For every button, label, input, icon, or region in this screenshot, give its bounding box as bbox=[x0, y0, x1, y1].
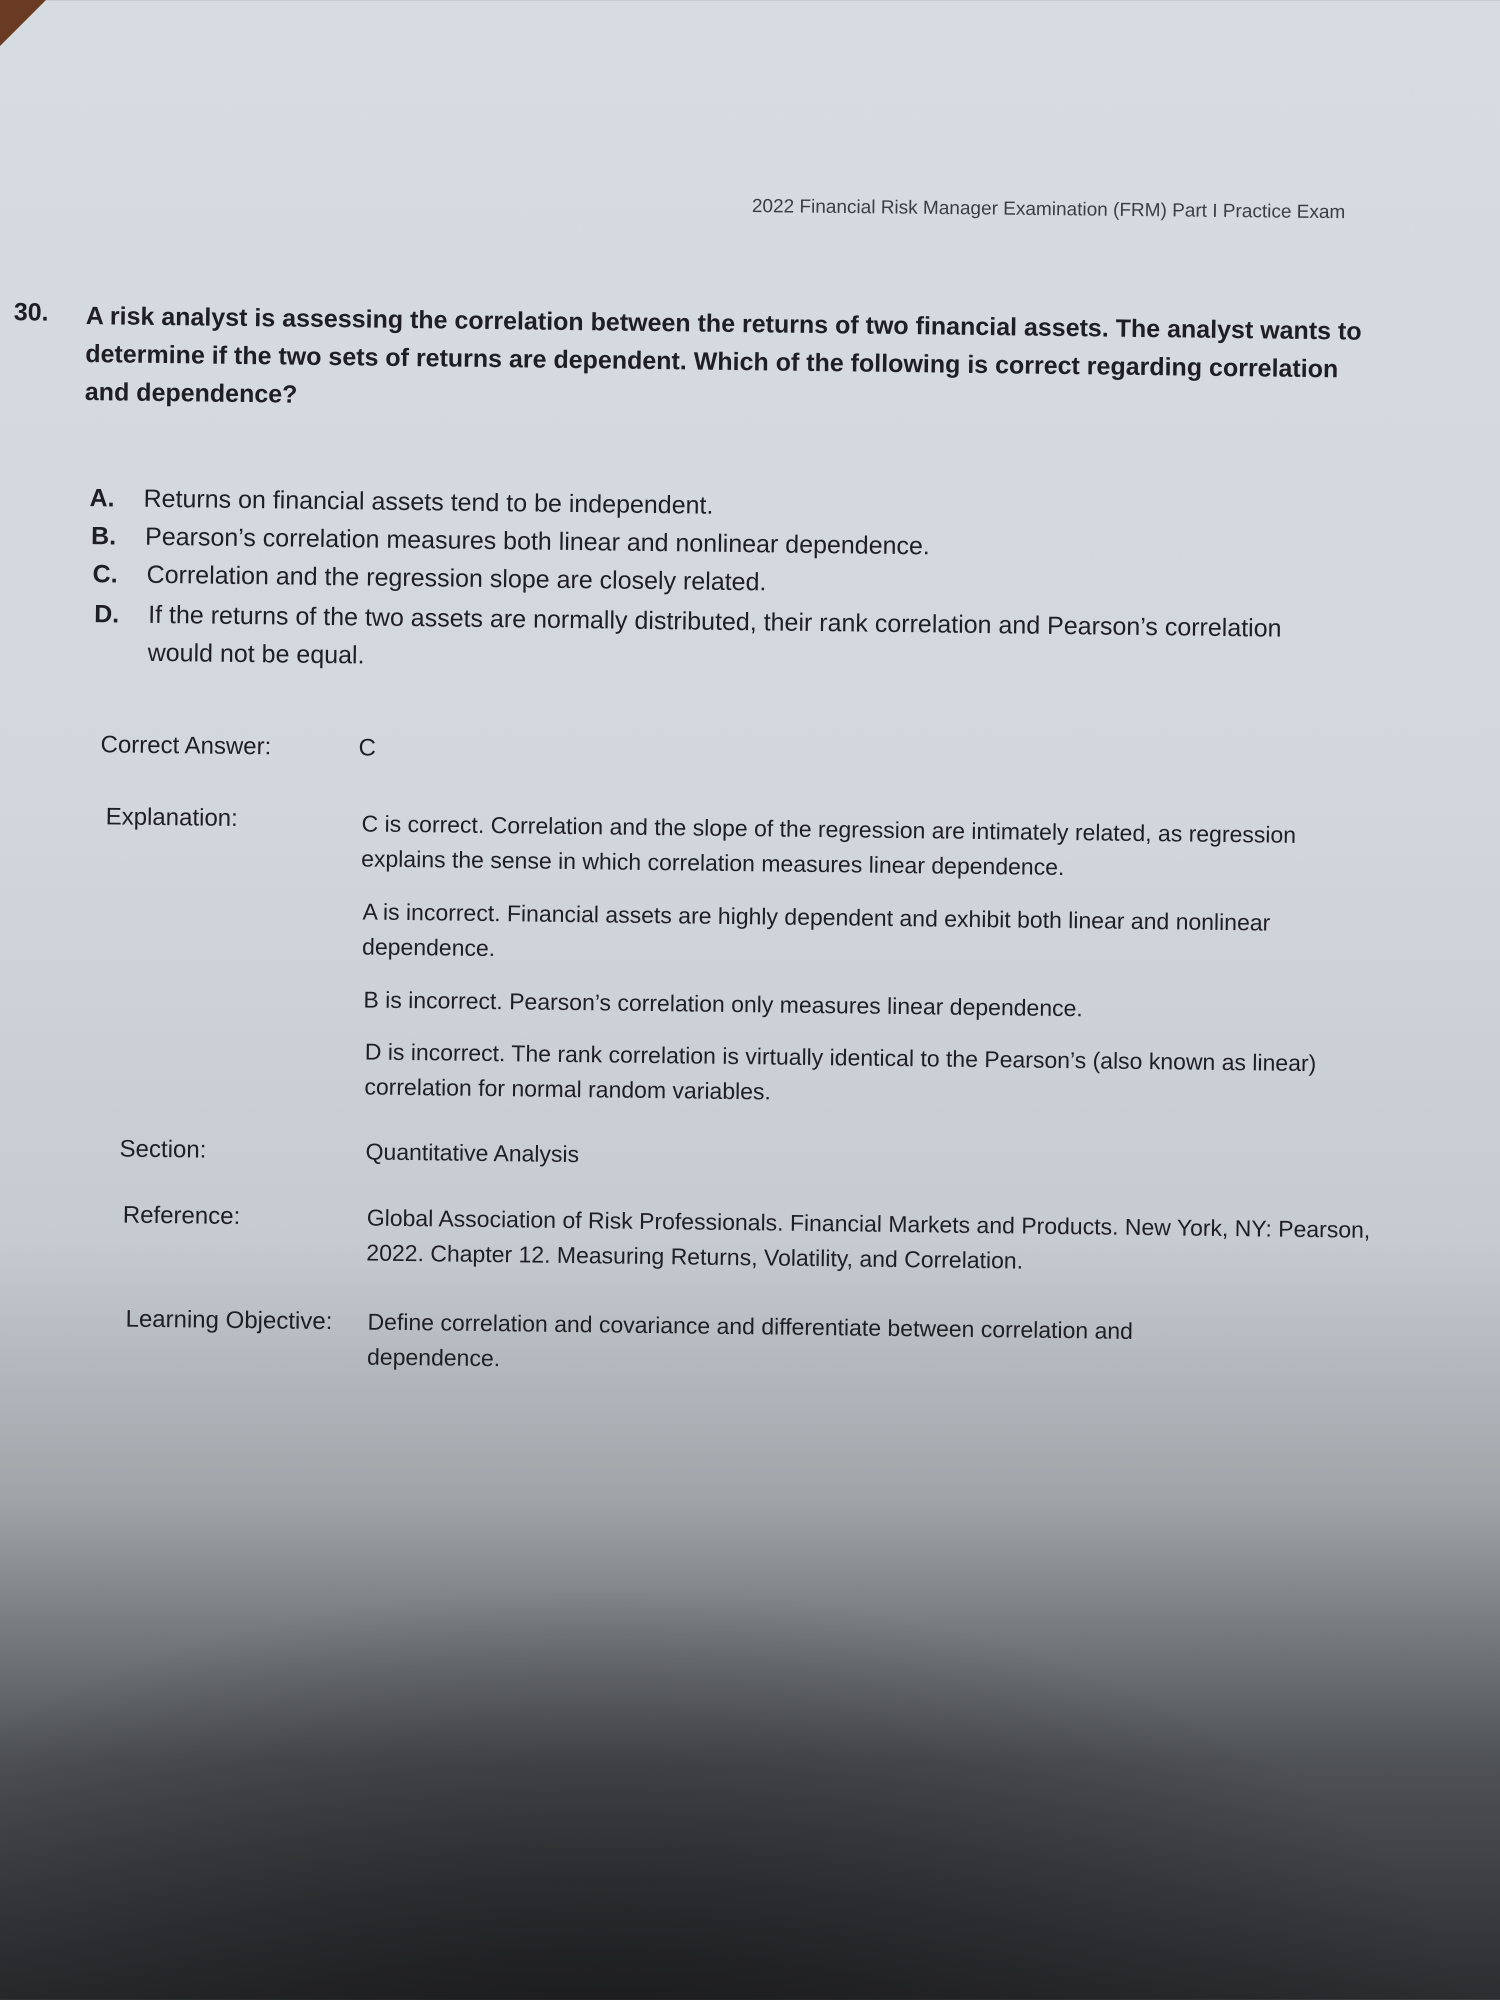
option-text: Pearson’s correlation measures both linear and nonlinear dependence. bbox=[144, 522, 931, 561]
explanation-para-b: B is incorrect. Pearson’s correlation only measures linear dependence. bbox=[363, 986, 1083, 1022]
option-text: Returns on financial assets tend to be independent. bbox=[143, 484, 714, 520]
section-value: Quantitative Analysis bbox=[365, 1138, 580, 1168]
question-text: A risk analyst is assessing the correlation between the returns of two financial assets. The analyst wants to determine if the two sets of returns are dependent. Which of the following is correct regarding correlation and dependence? bbox=[84, 302, 1362, 409]
correct-answer-value: C bbox=[358, 734, 377, 762]
explanation-label: Explanation: bbox=[105, 803, 238, 832]
option-letter: A. bbox=[89, 484, 115, 513]
reference-label: Reference: bbox=[122, 1201, 241, 1231]
option-letter: B. bbox=[90, 522, 117, 551]
correct-answer-label: Correct Answer: bbox=[100, 731, 272, 761]
desk-corner bbox=[0, 0, 46, 46]
bottom-shadow bbox=[0, 1580, 1500, 2000]
page-header: 2022 Financial Risk Manager Examination (FRM) Part I Practice Exam bbox=[751, 196, 1346, 224]
option-text: Correlation and the regression slope are closely related. bbox=[146, 560, 767, 597]
explanation-para-c: C is correct. Correlation and the slope of the regression are intimately related, as regression explains the sense in which correlation measures linear dependence. bbox=[361, 810, 1297, 881]
option-text: If the returns of the two assets are normally distributed, their rank correlation and Pearson’s correlation would not be equal. bbox=[147, 600, 1282, 670]
learning-objective-value: Define correlation and covariance and differentiate between correlation and dependence. bbox=[366, 1308, 1134, 1372]
explanation-para-d: D is incorrect. The rank correlation is virtually identical to the Pearson’s (also known as linear) correlation for normal random variables. bbox=[364, 1038, 1317, 1105]
section-label: Section: bbox=[119, 1135, 207, 1164]
option-letter: C. bbox=[92, 560, 118, 589]
option-letter: D. bbox=[93, 600, 120, 629]
question-number: 30. bbox=[13, 298, 49, 327]
reference-value: Global Association of Risk Professionals. Financial Markets and Products. New York, NY: Pearson, 2022. Chapter 12. Measuring Returns, Volatility, and Correlation. bbox=[366, 1204, 1371, 1274]
explanation-para-a: A is incorrect. Financial assets are highly dependent and exhibit both linear and nonlinear dependence. bbox=[361, 898, 1271, 962]
learning-objective-label: Learning Objective: bbox=[125, 1305, 333, 1336]
